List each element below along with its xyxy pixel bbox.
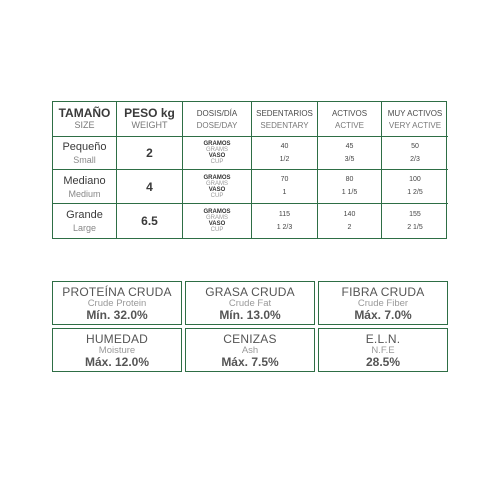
cup-label-en: CUP [210,192,224,199]
row-size [53,170,117,204]
analysis-label-es: PROTEÍNA CRUDA [62,284,172,299]
header-size [53,102,117,137]
analysis-value: Máx. 7.0% [354,307,412,322]
sedentary-grams: 70 [280,176,289,183]
grams-label-en: GRAMS [205,147,228,153]
sedentary-cell [252,137,318,170]
very-active-grams: 155 [409,210,421,218]
sedentary-cell [252,204,318,238]
very-active-grams: 50 [411,142,419,150]
header-sedentary-en: SEDENTARY [260,121,309,130]
weight-value: 6.5 [141,214,158,228]
sedentary-cup: 1 2/3 [276,223,293,231]
analysis-box-eln [318,328,448,372]
grams-label-es: GRAMOS [203,174,231,181]
active-cup: 1 1/5 [341,189,358,196]
header-dose-en: DOSE/DAY [196,121,238,130]
analysis-value: Mín. 32.0% [86,307,148,322]
active-cell [318,170,382,204]
size-en: Small [73,155,96,165]
analysis-label-en: N.F.E [371,344,395,356]
row-weight [117,204,183,238]
header-very-active [382,102,448,137]
dose-units [183,170,252,204]
size-es: Grande [66,209,103,221]
row-weight [117,137,183,170]
header-very-active-es: MUY ACTIVOS [387,109,443,118]
analysis-label-es: FIBRA CRUDA [341,284,425,299]
header-size-es: TAMAÑO [58,106,111,120]
cup-label-en: CUP [210,159,224,165]
size-es: Pequeño [62,141,107,153]
very-active-cell [382,204,448,238]
analysis-label-es: GRASA CRUDA [205,284,295,299]
row-size [53,137,117,170]
analysis-box-fat [185,281,315,325]
analysis-value: Máx. 7.5% [221,354,279,369]
analysis-box-moisture [52,328,182,372]
cup-label-en: CUP [210,227,224,233]
header-dose [183,102,252,137]
header-weight [117,102,183,137]
grams-label-en: GRAMS [205,215,228,221]
header-very-active-en: VERY ACTIVE [388,121,442,130]
active-cup: 3/5 [344,155,355,163]
size-en: Medium [68,188,101,199]
sedentary-cup: 1 [282,189,287,196]
dose-units [183,204,252,238]
active-cup: 2 [347,223,352,231]
feeding-table [52,101,447,239]
grams-label-es: GRAMOS [203,141,231,147]
analysis-label-es: HUMEDAD [85,331,149,346]
row-size [53,204,117,238]
sedentary-cell [252,170,318,204]
cup-label-es: VASO [208,153,226,159]
very-active-cup: 2/3 [410,155,420,163]
size-en: Large [72,223,97,233]
grams-label-es: GRAMOS [203,209,231,215]
sedentary-cup: 1/2 [279,155,290,163]
very-active-cup: 2 1/5 [407,223,423,231]
guaranteed-analysis [52,281,448,372]
grams-label-en: GRAMS [205,180,228,187]
analysis-box-protein [52,281,182,325]
header-weight-es: PESO kg [124,106,175,120]
analysis-value: Máx. 12.0% [84,354,150,369]
analysis-label-en: Ash [241,344,259,356]
weight-value: 2 [146,146,153,160]
cup-label-es: VASO [208,221,226,227]
size-es: Mediano [63,174,106,187]
very-active-cell [382,137,448,170]
analysis-label-es: CENIZAS [223,331,277,346]
analysis-box-fiber [318,281,448,325]
header-dose-es: DOSIS/DÍA [196,109,238,118]
analysis-label-en: Crude Fiber [357,297,409,309]
weight-value: 4 [146,179,153,194]
analysis-label-en: Crude Fat [228,297,272,309]
analysis-box-ash [185,328,315,372]
header-weight-en: WEIGHT [131,120,168,130]
active-grams: 80 [345,176,354,183]
active-grams: 140 [343,210,356,218]
active-cell [318,137,382,170]
analysis-value: Mín. 13.0% [219,307,281,322]
header-size-en: SIZE [74,120,95,130]
sedentary-grams: 115 [278,210,291,218]
header-active-en: ACTIVE [335,121,364,130]
header-sedentary [252,102,318,137]
very-active-grams: 100 [409,176,421,183]
sedentary-grams: 40 [280,142,289,150]
very-active-cup: 1 2/5 [407,189,423,196]
very-active-cell [382,170,448,204]
row-weight [117,170,183,204]
active-cell [318,204,382,238]
header-active [318,102,382,137]
analysis-label-es: E.L.N. [365,331,401,346]
cup-label-es: VASO [208,186,226,193]
dose-units [183,137,252,170]
analysis-label-en: Moisture [98,344,136,356]
header-active-es: ACTIVOS [331,109,368,118]
analysis-label-en: Crude Protein [87,297,147,309]
analysis-value: 28.5% [365,354,401,369]
active-grams: 45 [345,142,354,150]
header-sedentary-es: SEDENTARIOS [256,109,313,118]
